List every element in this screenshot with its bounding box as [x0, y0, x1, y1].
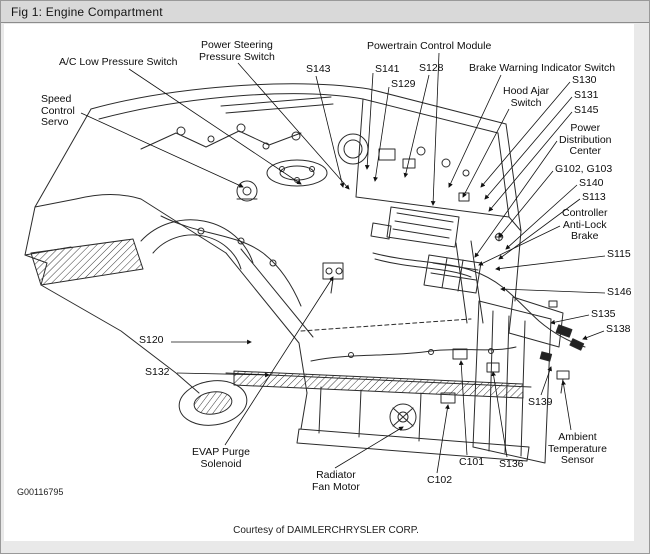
callout-controller-anti-lock-brake: Controller Anti-Lock Brake — [562, 207, 608, 242]
figure-title: Fig 1: Engine Compartment — [11, 4, 163, 19]
callout-s143: S143 — [306, 63, 331, 75]
credit-line: Courtesy of DAIMLERCHRYSLER CORP. — [233, 525, 419, 536]
callout-layer — [1, 1, 650, 554]
callout-g102-g103: G102, G103 — [555, 163, 613, 175]
callout-s145: S145 — [574, 104, 599, 116]
callout-radiator-fan-motor: Radiator Fan Motor — [312, 469, 360, 493]
drawing-number: G00116795 — [17, 487, 64, 497]
callout-s115: S115 — [607, 248, 631, 260]
callout-s132: S132 — [145, 366, 170, 378]
callout-c102: C102 — [427, 474, 453, 486]
callout-s146: S146 — [607, 286, 632, 298]
callout-powertrain-control-module: Powertrain Control Module — [367, 40, 492, 52]
callout-s113: S113 — [582, 191, 606, 203]
callout-ambient-temperature-sensor: Ambient Temperature Sensor — [548, 431, 607, 466]
callout-evap-purge-solenoid: EVAP Purge Solenoid — [192, 446, 250, 470]
callout-s135: S135 — [591, 308, 616, 320]
callout-s139: S139 — [528, 396, 553, 408]
callout-power-distribution-center: Power Distribution Center — [559, 122, 612, 157]
callout-power-steering-pressure-switch: Power Steering Pressure Switch — [199, 39, 275, 63]
callout-s128: S128 — [419, 62, 444, 74]
callout-c101: C101 — [459, 456, 485, 468]
callout-s138: S138 — [606, 323, 631, 335]
callout-s129: S129 — [391, 78, 416, 90]
callout-ac-low-pressure-switch: A/C Low Pressure Switch — [59, 56, 178, 68]
callout-s136: S136 — [499, 458, 524, 470]
callout-hood-ajar-switch: Hood Ajar Switch — [503, 85, 550, 109]
callout-s131: S131 — [574, 89, 599, 101]
callout-s141: S141 — [375, 63, 400, 75]
callout-s120: S120 — [139, 334, 164, 346]
callout-brake-warning-indicator-switch: Brake Warning Indicator Switch — [469, 62, 616, 74]
callout-speed-control-servo: Speed Control Servo — [41, 93, 75, 128]
callout-s140: S140 — [579, 177, 604, 189]
callout-s130: S130 — [572, 74, 597, 86]
